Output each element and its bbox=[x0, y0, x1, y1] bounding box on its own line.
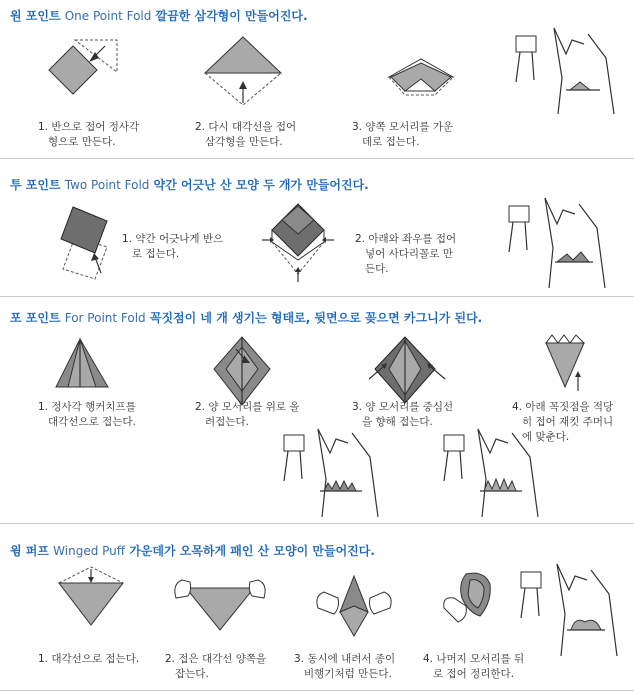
arrow-icon bbox=[91, 253, 99, 261]
section-title-desc: 깔끔한 삼각형이 만들어진다. bbox=[155, 9, 308, 23]
section-title-winged-puff bbox=[10, 542, 375, 559]
one-point-step2-figure bbox=[195, 33, 295, 108]
section-title-en: For Point Fold bbox=[64, 311, 146, 325]
section-title-desc: 가운데가 오목하게 패인 산 모양이 만들어진다. bbox=[129, 544, 375, 558]
section-title-desc: 약간 어긋난 산 모양 두 개가 만들어진다. bbox=[153, 178, 369, 192]
winged-step2-figure bbox=[170, 572, 270, 642]
section-title-one-point bbox=[10, 7, 308, 24]
four-point-step4-caption: 4. 아래 꼭짓점을 적당 히 접어 재킷 주머니 에 맞춘다. bbox=[512, 401, 614, 443]
section-title-en: Winged Puff bbox=[53, 544, 126, 558]
jacket-illustration bbox=[515, 560, 630, 660]
one-point-step1-caption: 1. 반으로 접어 정사각 형으로 만든다. bbox=[38, 121, 140, 148]
arrow-icon bbox=[239, 81, 247, 89]
hand-icon bbox=[175, 580, 191, 598]
one-point-step1-figure bbox=[45, 38, 125, 108]
one-point-step3-caption: 3. 양쪽 모서리를 가운 데로 접는다. bbox=[352, 121, 454, 148]
section-divider bbox=[0, 523, 634, 524]
four-point-step4-figure bbox=[540, 333, 600, 393]
jacket-illustration bbox=[280, 425, 390, 520]
four-point-step3-caption: 3. 양 모서리를 중심선 을 향해 접는다. bbox=[352, 401, 454, 428]
section-title-four-point bbox=[10, 309, 482, 326]
hand-icon bbox=[317, 592, 339, 614]
two-point-step1-caption: 1. 약간 어긋나게 반으 로 접는다. bbox=[122, 233, 224, 260]
winged-step3-figure bbox=[310, 570, 400, 645]
jacket-illustration bbox=[505, 192, 620, 292]
section-divider bbox=[0, 690, 634, 691]
two-point-step2-caption: 2. 아래와 좌우를 접어 넣어 사다리꼴로 만 든다. bbox=[355, 233, 457, 275]
section-title-ko: 원 포인트 bbox=[10, 9, 61, 23]
section-title-ko: 투 포인트 bbox=[10, 178, 61, 192]
winged-step2-caption: 2. 접은 대각선 양쪽을 잡는다. bbox=[165, 653, 267, 680]
two-point-step1-figure bbox=[45, 203, 125, 281]
section-title-two-point bbox=[10, 176, 369, 193]
four-point-step1-caption: 1. 정사각 행커치프를 대각선으로 접는다. bbox=[38, 401, 136, 428]
hand-icon bbox=[370, 592, 392, 614]
section-title-en: One Point Fold bbox=[64, 9, 152, 23]
winged-step1-caption: 1. 대각선으로 접는다. bbox=[38, 653, 140, 665]
winged-step3-caption: 3. 동시에 내려서 종이 비행기처럼 만든다. bbox=[294, 653, 396, 680]
arrow-icon bbox=[295, 267, 301, 272]
section-title-ko: 포 포인트 bbox=[10, 311, 61, 325]
arrow-icon bbox=[88, 577, 94, 583]
hand-icon bbox=[444, 598, 467, 622]
four-point-step2-caption: 2. 양 모서리를 위로 올 려접는다. bbox=[195, 401, 300, 428]
section-title-en: Two Point Fold bbox=[64, 178, 150, 192]
winged-step1-figure bbox=[55, 565, 135, 635]
hand-icon bbox=[249, 580, 265, 598]
section-divider bbox=[0, 158, 634, 159]
winged-step4-figure bbox=[440, 568, 510, 643]
one-point-step2-caption: 2. 다시 대각선을 접어 삼각형을 만든다. bbox=[195, 121, 297, 148]
one-point-step3-figure bbox=[385, 55, 460, 100]
arrow-icon bbox=[575, 371, 581, 377]
jacket-illustration bbox=[510, 18, 625, 118]
section-title-ko: 윙 퍼프 bbox=[10, 544, 49, 558]
four-point-step3-figure bbox=[365, 333, 450, 408]
four-point-step1-figure bbox=[50, 335, 125, 395]
two-point-step2-figure bbox=[258, 200, 348, 285]
winged-step4-caption: 4. 나머지 모서리를 뒤 로 접어 정리한다. bbox=[423, 653, 525, 680]
section-title-desc: 꼭짓점이 네 개 생기는 형태로, 뒷면으로 꽂으면 카그니가 된다. bbox=[149, 311, 483, 325]
section-divider bbox=[0, 296, 634, 297]
